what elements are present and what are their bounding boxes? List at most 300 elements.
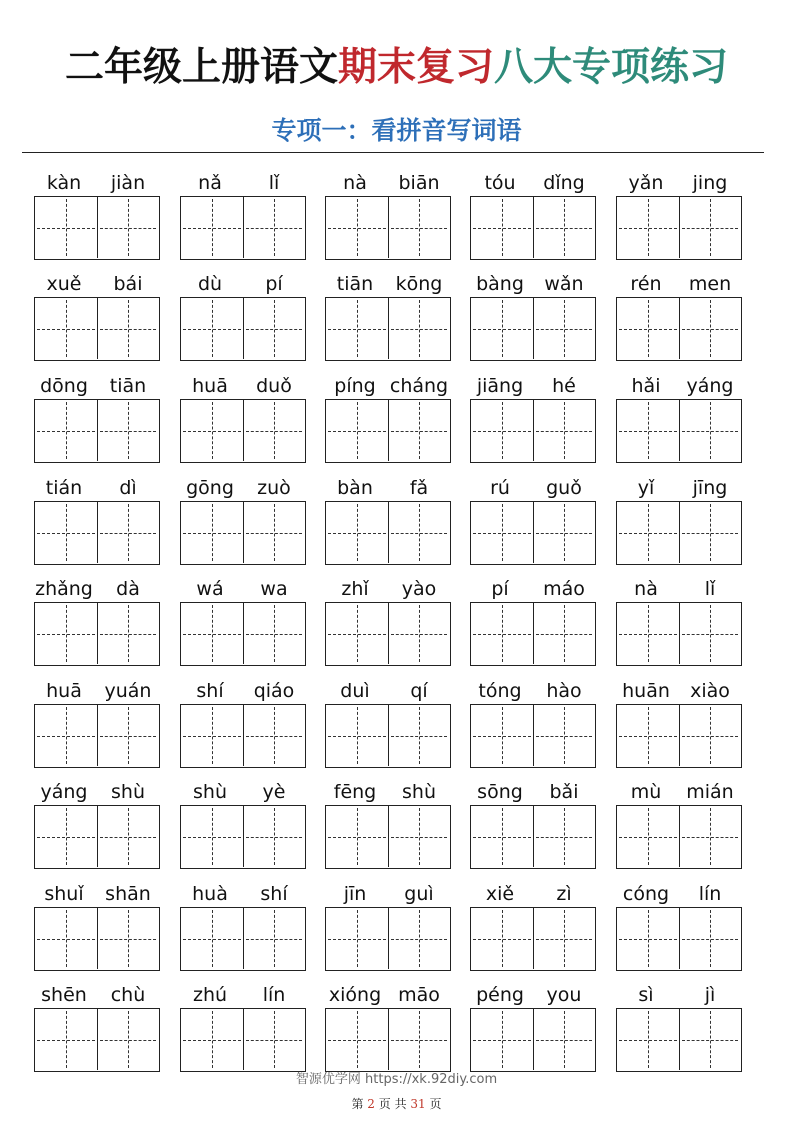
pinyin-syllable: shān [105, 883, 151, 905]
guide-line-horizontal [328, 329, 386, 330]
writing-cell[interactable] [534, 298, 594, 359]
guide-line-horizontal [536, 837, 592, 838]
word-item [34, 576, 162, 676]
guide-line-horizontal [183, 939, 241, 940]
pinyin-syllable: xiě [485, 883, 515, 905]
word-item [616, 373, 744, 473]
writing-cell[interactable] [617, 806, 680, 867]
guide-line-horizontal [246, 837, 302, 838]
writing-cell[interactable] [35, 400, 98, 461]
writing-cell[interactable] [471, 705, 534, 766]
tianzige-box-pair [34, 602, 160, 666]
writing-cell[interactable] [244, 603, 304, 664]
tianzige-box-pair [470, 1008, 596, 1072]
writing-cell[interactable] [389, 603, 449, 664]
tianzige-box-pair [180, 907, 306, 971]
word-item [180, 373, 308, 473]
pinyin-syllable: biān [398, 172, 440, 194]
tianzige-box-pair [34, 907, 160, 971]
tianzige-box-pair [616, 501, 742, 565]
writing-cell[interactable] [617, 298, 680, 359]
page-suffix: 页 [429, 1097, 442, 1111]
guide-line-horizontal [391, 533, 447, 534]
pinyin-syllable: zhǐ [341, 578, 369, 600]
writing-cell[interactable] [244, 502, 304, 563]
guide-line-horizontal [682, 736, 738, 737]
guide-line-horizontal [536, 533, 592, 534]
writing-cell[interactable] [680, 603, 740, 664]
pinyin-syllable: yǐ [637, 477, 655, 499]
pinyin-syllable: xióng [328, 984, 382, 1006]
writing-cell[interactable] [471, 908, 534, 969]
pinyin-syllable: māo [398, 984, 440, 1006]
pinyin-syllable: xuě [46, 273, 82, 295]
tianzige-box-pair [34, 196, 160, 260]
writing-cell[interactable] [471, 502, 534, 563]
writing-cell[interactable] [389, 298, 449, 359]
pinyin-syllable: shù [193, 781, 227, 803]
writing-cell[interactable] [680, 502, 740, 563]
writing-cell[interactable] [617, 1009, 680, 1070]
pinyin-syllable: jing [692, 172, 728, 194]
writing-cell[interactable] [617, 603, 680, 664]
writing-cell[interactable] [244, 1009, 304, 1070]
writing-cell[interactable] [471, 400, 534, 461]
guide-line-horizontal [183, 634, 241, 635]
tianzige-box-pair [470, 704, 596, 768]
writing-cell[interactable] [680, 705, 740, 766]
tianzige-box-pair [34, 1008, 160, 1072]
tianzige-box-pair [180, 297, 306, 361]
word-item [180, 170, 308, 270]
writing-cell[interactable] [389, 1009, 449, 1070]
guide-line-horizontal [37, 228, 95, 229]
pinyin-syllable: yào [401, 578, 437, 600]
writing-cell[interactable] [534, 400, 594, 461]
tianzige-box-pair [325, 805, 451, 869]
writing-cell[interactable] [389, 705, 449, 766]
word-item [34, 373, 162, 473]
writing-cell[interactable] [35, 603, 98, 664]
writing-cell[interactable] [181, 298, 244, 359]
pinyin-syllable: rú [490, 477, 510, 499]
writing-cell[interactable] [35, 705, 98, 766]
pinyin-syllable: hǎi [631, 375, 661, 397]
tianzige-box-pair [34, 399, 160, 463]
word-item [616, 779, 744, 879]
pinyin-syllable: jiāng [476, 375, 524, 397]
guide-line-horizontal [100, 939, 156, 940]
pinyin-syllable: fēng [333, 781, 377, 803]
word-item [616, 271, 744, 371]
pinyin-syllable: dà [116, 578, 140, 600]
guide-line-horizontal [183, 431, 241, 432]
guide-line-horizontal [536, 228, 592, 229]
guide-line-horizontal [183, 533, 241, 534]
writing-cell[interactable] [389, 502, 449, 563]
pinyin-syllable: wá [196, 578, 224, 600]
writing-cell[interactable] [680, 908, 740, 969]
guide-line-horizontal [37, 837, 95, 838]
tianzige-box-pair [325, 501, 451, 565]
guide-line-horizontal [619, 1040, 677, 1041]
writing-cell[interactable] [181, 502, 244, 563]
writing-cell[interactable] [98, 603, 158, 664]
title-part-grade: 二年级上册语文 [64, 44, 338, 90]
guide-line-horizontal [682, 228, 738, 229]
writing-cell[interactable] [389, 806, 449, 867]
pinyin-syllable: qiáo [253, 680, 295, 702]
pinyin-syllable: huā [192, 375, 228, 397]
word-item [470, 373, 598, 473]
writing-cell[interactable] [389, 197, 449, 258]
writing-cell[interactable] [35, 806, 98, 867]
pinyin-syllable: yǎn [628, 172, 664, 194]
writing-cell[interactable] [534, 705, 594, 766]
pinyin-syllable: mián [686, 781, 734, 803]
writing-cell[interactable] [680, 400, 740, 461]
page-current: 2 [367, 1097, 375, 1111]
pinyin-syllable: tóu [484, 172, 516, 194]
pinyin-syllable: bái [113, 273, 143, 295]
footer-site-url: 智源优学网 https://xk.92diy.com [295, 1072, 498, 1087]
page-number [0, 1095, 793, 1113]
guide-line-horizontal [619, 634, 677, 635]
writing-cell[interactable] [98, 400, 158, 461]
pinyin-syllable: kōng [395, 273, 443, 295]
writing-cell[interactable] [534, 502, 594, 563]
writing-cell[interactable] [98, 298, 158, 359]
writing-cell[interactable] [680, 1009, 740, 1070]
guide-line-horizontal [100, 1040, 156, 1041]
guide-line-horizontal [246, 431, 302, 432]
word-item [34, 170, 162, 270]
word-item [325, 271, 453, 371]
writing-cell[interactable] [326, 502, 389, 563]
pinyin-syllable: lín [698, 883, 722, 905]
writing-cell[interactable] [680, 806, 740, 867]
guide-line-horizontal [328, 939, 386, 940]
tianzige-box-pair [34, 297, 160, 361]
tianzige-box-pair [180, 1008, 306, 1072]
word-item [470, 678, 598, 778]
tianzige-box-pair [470, 602, 596, 666]
word-item [470, 271, 598, 371]
word-item [616, 678, 744, 778]
guide-line-horizontal [619, 736, 677, 737]
pinyin-syllable: mù [630, 781, 662, 803]
pinyin-syllable: lǐ [268, 172, 280, 194]
pinyin-syllable: shí [260, 883, 288, 905]
writing-cell[interactable] [534, 806, 594, 867]
writing-cell[interactable] [181, 908, 244, 969]
tianzige-box-pair [616, 805, 742, 869]
pinyin-syllable: hào [546, 680, 582, 702]
writing-cell[interactable] [326, 705, 389, 766]
guide-line-horizontal [619, 329, 677, 330]
title-part-topics: 八大专项练习 [494, 44, 729, 90]
guide-line-horizontal [391, 431, 447, 432]
writing-cell[interactable] [244, 197, 304, 258]
guide-line-horizontal [246, 736, 302, 737]
writing-cell[interactable] [181, 806, 244, 867]
tianzige-box-pair [616, 196, 742, 260]
guide-line-horizontal [37, 533, 95, 534]
pinyin-syllable: lǐ [704, 578, 716, 600]
guide-line-horizontal [682, 1040, 738, 1041]
guide-line-horizontal [619, 228, 677, 229]
tianzige-box-pair [34, 805, 160, 869]
word-item [180, 271, 308, 371]
word-item [470, 170, 598, 270]
pinyin-syllable: fǎ [409, 477, 429, 499]
writing-cell[interactable] [389, 908, 449, 969]
word-item [325, 881, 453, 981]
writing-cell[interactable] [98, 1009, 158, 1070]
guide-line-horizontal [246, 533, 302, 534]
guide-line-horizontal [246, 329, 302, 330]
writing-cell[interactable] [244, 705, 304, 766]
pinyin-syllable: jīng [692, 477, 728, 499]
pinyin-syllable: bàng [476, 273, 524, 295]
writing-cell[interactable] [98, 197, 158, 258]
writing-cell[interactable] [35, 1009, 98, 1070]
guide-line-horizontal [328, 634, 386, 635]
writing-cell[interactable] [35, 197, 98, 258]
writing-cell[interactable] [471, 298, 534, 359]
writing-cell[interactable] [326, 1009, 389, 1070]
pinyin-syllable: píng [334, 375, 376, 397]
guide-line-horizontal [536, 329, 592, 330]
pinyin-syllable: hé [552, 375, 576, 397]
writing-cell[interactable] [680, 298, 740, 359]
pinyin-syllable: bàn [337, 477, 373, 499]
pinyin-syllable: yè [262, 781, 286, 803]
writing-cell[interactable] [244, 908, 304, 969]
writing-cell[interactable] [471, 197, 534, 258]
writing-cell[interactable] [35, 908, 98, 969]
tianzige-box-pair [616, 704, 742, 768]
guide-line-horizontal [682, 431, 738, 432]
writing-cell[interactable] [617, 705, 680, 766]
guide-line-horizontal [183, 228, 241, 229]
word-item [325, 779, 453, 879]
guide-line-horizontal [183, 736, 241, 737]
writing-cell[interactable] [244, 400, 304, 461]
writing-cell[interactable] [181, 603, 244, 664]
writing-cell[interactable] [35, 502, 98, 563]
guide-line-horizontal [246, 1040, 302, 1041]
writing-cell[interactable] [617, 908, 680, 969]
pinyin-syllable: yáng [686, 375, 734, 397]
word-item [34, 982, 162, 1082]
guide-line-horizontal [619, 837, 677, 838]
word-item [325, 678, 453, 778]
guide-line-horizontal [536, 939, 592, 940]
word-item [470, 779, 598, 879]
writing-cell[interactable] [471, 1009, 534, 1070]
guide-line-horizontal [183, 329, 241, 330]
word-item [180, 475, 308, 575]
writing-cell[interactable] [98, 908, 158, 969]
writing-cell[interactable] [534, 603, 594, 664]
tianzige-box-pair [616, 297, 742, 361]
section-subtitle: 专项一：看拼音写词语 [271, 116, 522, 145]
writing-cell[interactable] [680, 197, 740, 258]
pinyin-syllable: qí [410, 680, 428, 702]
guide-line-horizontal [328, 431, 386, 432]
guide-line-horizontal [682, 329, 738, 330]
word-item [34, 678, 162, 778]
pinyin-syllable: zuò [257, 477, 291, 499]
pinyin-syllable: guǒ [546, 477, 582, 499]
guide-line-horizontal [37, 431, 95, 432]
title-part-review: 期末复习 [337, 44, 494, 90]
guide-line-horizontal [473, 837, 531, 838]
guide-line-horizontal [328, 736, 386, 737]
pinyin-syllable: zì [556, 883, 572, 905]
writing-cell[interactable] [98, 705, 158, 766]
word-item [616, 881, 744, 981]
pinyin-syllable: péng [476, 984, 524, 1006]
writing-cell[interactable] [244, 806, 304, 867]
writing-cell[interactable] [326, 298, 389, 359]
pinyin-syllable: wa [260, 578, 288, 600]
tianzige-box-pair [616, 907, 742, 971]
writing-cell[interactable] [471, 806, 534, 867]
pinyin-syllable: jiàn [110, 172, 146, 194]
writing-cell[interactable] [617, 400, 680, 461]
word-item [325, 170, 453, 270]
word-item [180, 881, 308, 981]
writing-cell[interactable] [326, 603, 389, 664]
guide-line-horizontal [473, 736, 531, 737]
writing-cell[interactable] [326, 400, 389, 461]
pinyin-syllable: shù [111, 781, 145, 803]
guide-line-horizontal [536, 431, 592, 432]
pinyin-syllable: duǒ [256, 375, 292, 397]
pinyin-syllable: guì [404, 883, 434, 905]
pinyin-syllable: shēn [41, 984, 87, 1006]
pinyin-syllable: shí [196, 680, 224, 702]
writing-cell[interactable] [471, 603, 534, 664]
pinyin-syllable: huā [46, 680, 82, 702]
writing-cell[interactable] [98, 502, 158, 563]
guide-line-horizontal [328, 228, 386, 229]
tianzige-box-pair [180, 399, 306, 463]
word-item [34, 881, 162, 981]
guide-line-horizontal [100, 634, 156, 635]
writing-cell[interactable] [326, 197, 389, 258]
guide-line-horizontal [100, 329, 156, 330]
writing-cell[interactable] [389, 400, 449, 461]
page-prefix: 第 [351, 1097, 364, 1111]
pinyin-syllable: gōng [186, 477, 234, 499]
writing-cell[interactable] [326, 806, 389, 867]
pinyin-syllable: dǐng [543, 172, 585, 194]
tianzige-box-pair [180, 196, 306, 260]
pinyin-syllable: nà [343, 172, 367, 194]
word-item [470, 982, 598, 1082]
guide-line-horizontal [100, 228, 156, 229]
guide-line-horizontal [536, 634, 592, 635]
pinyin-syllable: jīn [343, 883, 367, 905]
guide-line-horizontal [328, 837, 386, 838]
guide-line-horizontal [473, 228, 531, 229]
tianzige-box-pair [180, 704, 306, 768]
writing-cell[interactable] [181, 400, 244, 461]
guide-line-horizontal [391, 329, 447, 330]
guide-line-horizontal [183, 1040, 241, 1041]
guide-line-horizontal [37, 736, 95, 737]
guide-line-horizontal [391, 228, 447, 229]
tianzige-box-pair [470, 399, 596, 463]
tianzige-box-pair [616, 399, 742, 463]
guide-line-horizontal [536, 736, 592, 737]
tianzige-box-pair [325, 399, 451, 463]
tianzige-box-pair [325, 196, 451, 260]
tianzige-box-pair [325, 297, 451, 361]
pinyin-syllable: duì [340, 680, 370, 702]
guide-line-horizontal [100, 533, 156, 534]
writing-cell[interactable] [98, 806, 158, 867]
tianzige-box-pair [325, 1008, 451, 1072]
tianzige-box-pair [470, 501, 596, 565]
pinyin-syllable: tiān [109, 375, 147, 397]
guide-line-horizontal [246, 634, 302, 635]
guide-line-horizontal [682, 533, 738, 534]
pinyin-syllable: cóng [622, 883, 670, 905]
tianzige-box-pair [325, 602, 451, 666]
pinyin-syllable: you [546, 984, 582, 1006]
word-item [470, 881, 598, 981]
word-item [616, 576, 744, 676]
writing-cell[interactable] [534, 197, 594, 258]
guide-line-horizontal [37, 939, 95, 940]
pinyin-syllable: máo [543, 578, 585, 600]
guide-line-horizontal [37, 1040, 95, 1041]
pinyin-syllable: shuǐ [44, 883, 84, 905]
pinyin-syllable: rén [630, 273, 662, 295]
guide-line-horizontal [183, 837, 241, 838]
pinyin-syllable: huà [192, 883, 228, 905]
word-item [34, 779, 162, 879]
word-item [470, 475, 598, 575]
writing-cell[interactable] [534, 1009, 594, 1070]
guide-line-horizontal [328, 1040, 386, 1041]
guide-line-horizontal [328, 533, 386, 534]
writing-cell[interactable] [617, 502, 680, 563]
tianzige-box-pair [34, 501, 160, 565]
pinyin-syllable: lín [262, 984, 286, 1006]
writing-cell[interactable] [326, 908, 389, 969]
pinyin-syllable: tián [45, 477, 83, 499]
tianzige-box-pair [325, 704, 451, 768]
pinyin-syllable: pí [265, 273, 283, 295]
writing-cell[interactable] [35, 298, 98, 359]
writing-cell[interactable] [181, 197, 244, 258]
writing-cell[interactable] [244, 298, 304, 359]
writing-cell[interactable] [534, 908, 594, 969]
pinyin-syllable: shù [402, 781, 436, 803]
guide-line-horizontal [473, 1040, 531, 1041]
guide-line-horizontal [473, 329, 531, 330]
word-item [180, 576, 308, 676]
writing-cell[interactable] [617, 197, 680, 258]
writing-cell[interactable] [181, 705, 244, 766]
writing-cell[interactable] [181, 1009, 244, 1070]
pinyin-syllable: dù [197, 273, 223, 295]
